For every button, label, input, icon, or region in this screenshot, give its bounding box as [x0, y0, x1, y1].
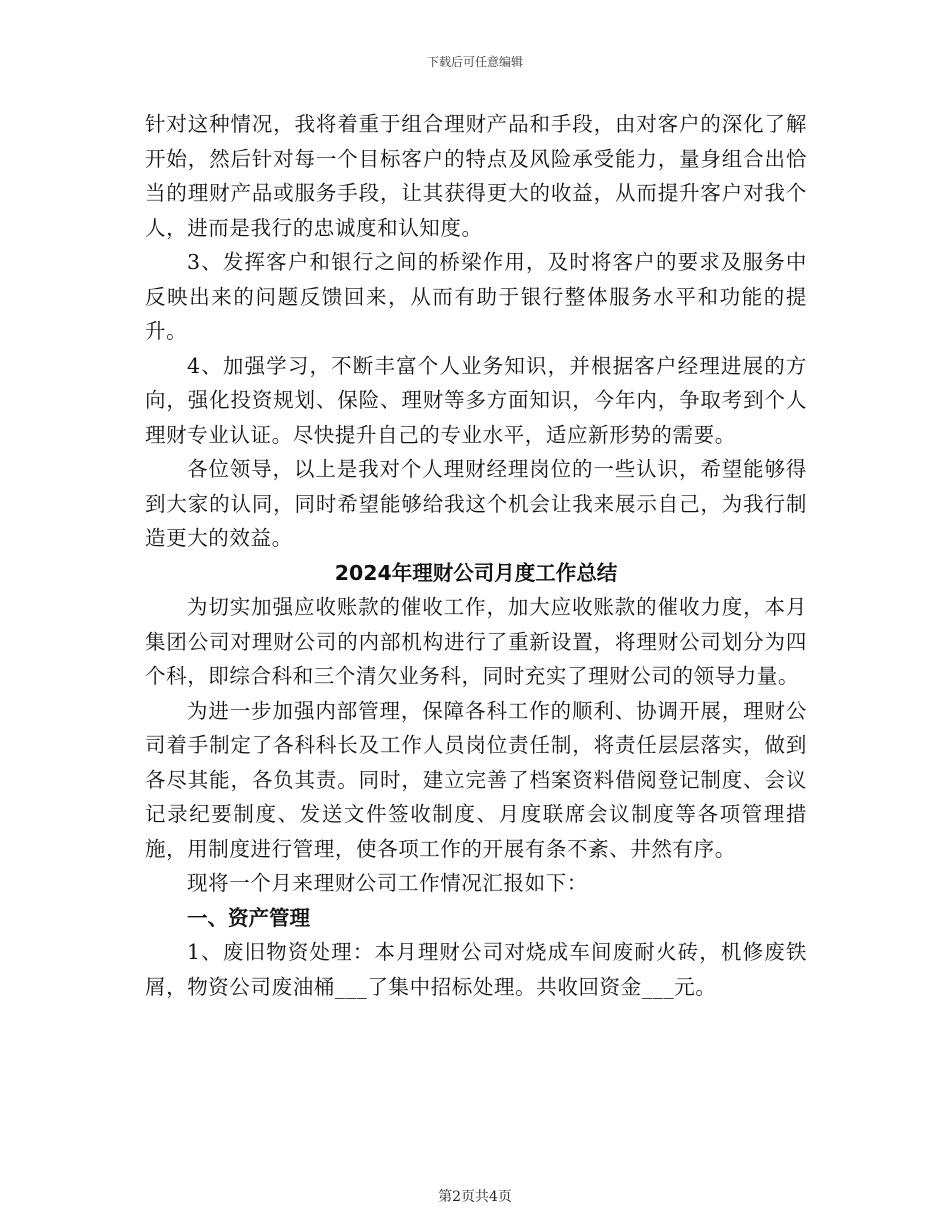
paragraph-4: 各位领导，以上是我对个人理财经理岗位的一些认识，希望能够得到大家的认同，同时希望能够给我这个机会让我来展示自己，为我行制造更大的效益。 [145, 457, 807, 550]
document-body [145, 107, 807, 1004]
summary-paragraph-1: 为切实加强应收账款的催收工作，加大应收账款的催收力度，本月集团公司对理财公司的内部机构进行了重新设置，将理财公司划分为四个科，即综合科和三个清欠业务科，同时充实了理财公司的领导力量。 [145, 595, 807, 688]
heading-asset-management: 一、资产管理 [187, 905, 310, 930]
paragraph-2: 3、发挥客户和银行之间的桥梁作用，及时将客户的要求及服务中反映出来的问题反馈回来，从而有助于银行整体服务水平和功能的提升。 [145, 250, 807, 343]
section-title: 2024年理财公司月度工作总结 [334, 560, 618, 585]
paragraph-3: 4、加强学习，不断丰富个人业务知识，并根据客户经理进展的方向，强化投资规划、保险、理财等多方面知识，今年内，争取考到个人理财专业认证。尽快提升自己的专业水平，适应新形势的需要。 [145, 353, 807, 447]
item-1: 1、废旧物资处理：本月理财公司对烧成车间废耐火砖，机修废铁屑，物资公司废油桶___了集中招标处理。共收回资金___元。 [145, 940, 807, 999]
summary-paragraph-2: 为进一步加强内部管理，保障各科工作的顺利、协调开展，理财公司着手制定了各科科长及工作人员岗位责任制，将责任层层落实，做到各尽其能，各负其责。同时，建立完善了档案资料借阅登记制度、会议记录纪要制度、发送文件签收制度、月度联席会议制度等各项管理措施，用制度进行管理，使各项工作的开展有条不紊、井然有序。 [145, 698, 807, 861]
page-footer: 第2页共4页 [438, 1189, 512, 1205]
paragraph-1: 针对这种情况，我将着重于组合理财产品和手段，由对客户的深化了解开始，然后针对每一个目标客户的特点及风险承受能力，量身组合出恰当的理财产品或服务手段，让其获得更大的收益，从而提升客户对我个人，进而是我行的忠诚度和认知度。 [145, 112, 807, 240]
summary-paragraph-3: 现将一个月来理财公司工作情况汇报如下： [187, 871, 588, 895]
page-header: 下载后可任意编辑 [426, 55, 523, 69]
